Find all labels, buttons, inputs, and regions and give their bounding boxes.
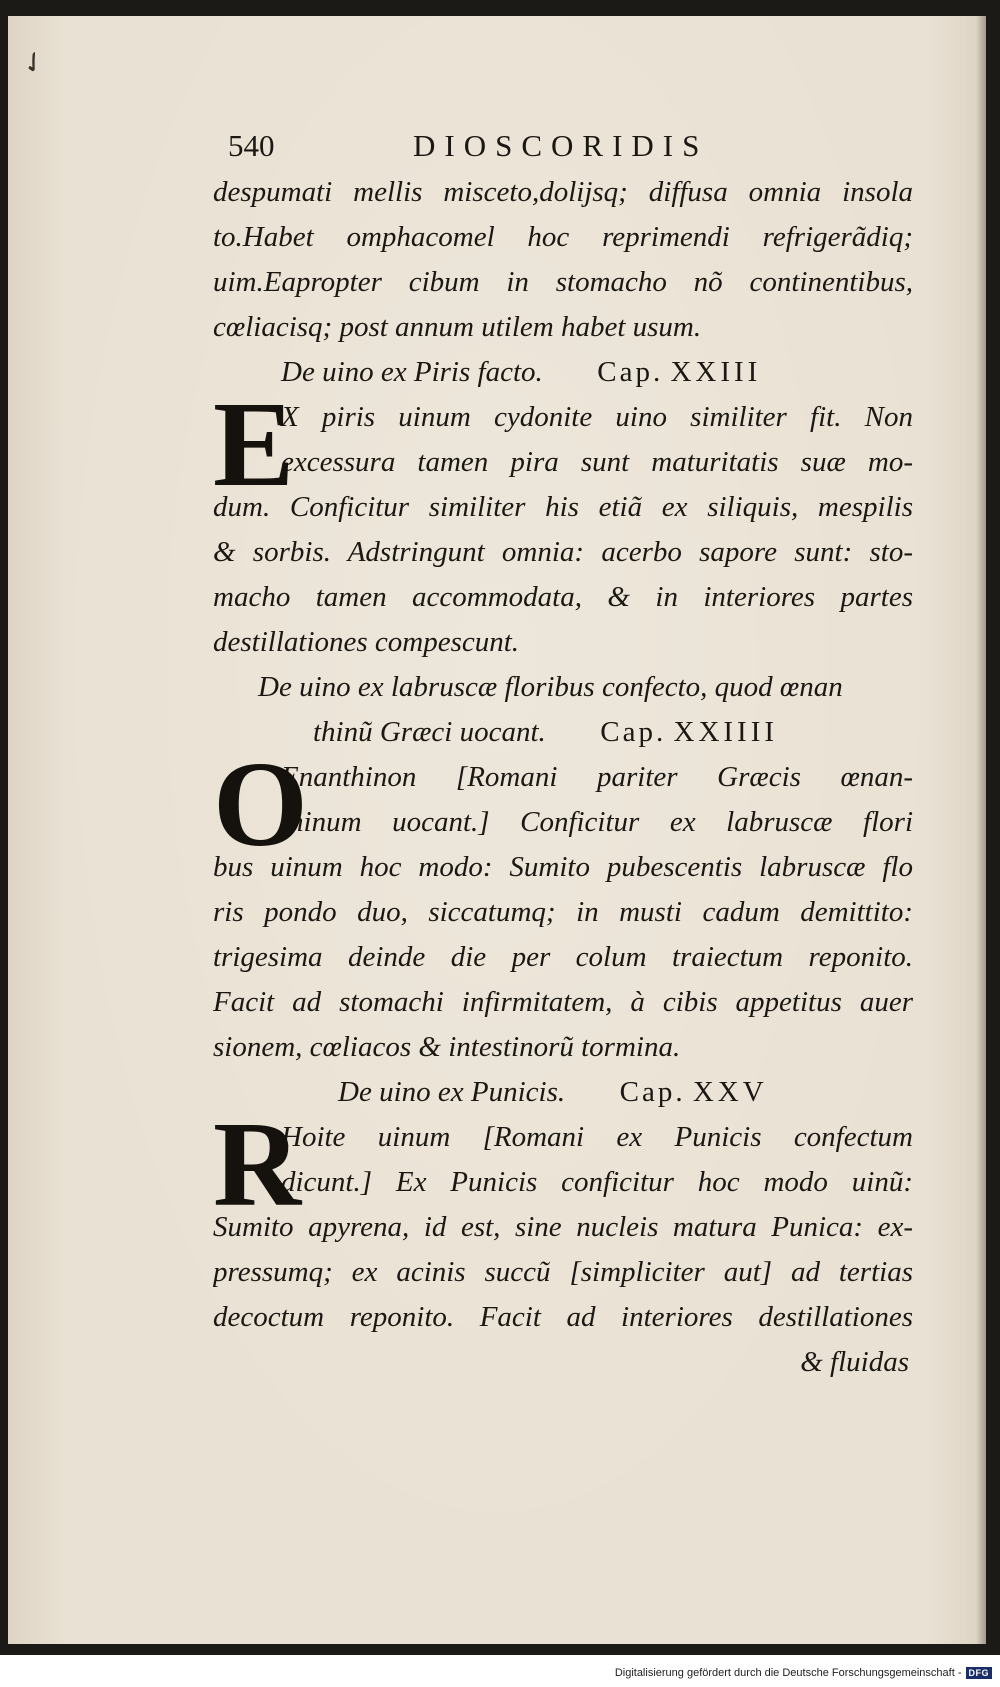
chapter-heading xyxy=(213,350,913,395)
pencil-mark-icon: ✓ xyxy=(14,42,53,83)
text-line: trigesima deinde die per colum traiectum reponito. xyxy=(213,941,913,973)
text-line: Hoite uinum [Romani ex Punicis confectum xyxy=(281,1121,913,1153)
text-block xyxy=(213,124,913,1385)
text-line: to.Habet omphacomel hoc reprimendi refrigerãdiq; xyxy=(213,221,913,253)
chapter-xxiiii xyxy=(213,665,913,1070)
chapter-title: De uino ex Punicis. xyxy=(338,1076,566,1108)
dfg-logo-icon: DFG xyxy=(966,1667,993,1679)
chapter-body xyxy=(213,377,913,665)
text-line: excessura tamen pira sunt maturitatis suæ mo- xyxy=(281,446,913,478)
footer-text: Digitalisierung gefördert durch die Deutsche Forschungsgemeinschaft - xyxy=(614,1667,962,1679)
chapter-body xyxy=(213,737,913,1070)
text-line: dicunt.] Ex Punicis conficitur hoc modo uinũ: xyxy=(281,1166,913,1198)
chapter-body xyxy=(213,1097,913,1340)
text-line: despumati mellis misceto,dolijsq; diffusa omnia insola xyxy=(213,176,913,208)
cap-number: XXIII xyxy=(670,356,762,388)
chapter-heading xyxy=(213,710,913,755)
text-line: Facit ad stomachi infirmitatem, à cibis appetitus auer xyxy=(213,986,913,1018)
text-line: bus uinum hoc modo: Sumito pubescentis labruscæ flo xyxy=(213,851,913,883)
text-line: destillationes compescunt. xyxy=(213,626,520,658)
chapter-title: De uino ex Piris facto. xyxy=(281,356,543,388)
text-line: thinum uocant.] Conficitur ex labruscæ flori xyxy=(281,806,913,838)
digitization-footer xyxy=(615,1664,992,1682)
page-header xyxy=(213,124,913,170)
text-line: Enanthinon [Romani pariter Græcis œnan- xyxy=(281,761,913,793)
text-line: decoctum reponito. Facit ad interiores destillationes xyxy=(213,1301,913,1333)
chapter-heading xyxy=(213,1070,913,1115)
chapter-xxiii xyxy=(213,350,913,665)
text-line: Sumito apyrena, id est, sine nucleis matura Punica: ex- xyxy=(213,1211,913,1243)
cap-label: Cap. xyxy=(600,716,667,748)
drop-capital: O xyxy=(213,737,308,872)
text-line: sionem, cœliacos & intestinorũ tormina. xyxy=(213,1031,681,1063)
cap-label: Cap. xyxy=(597,356,664,388)
text-line: ris pondo duo, siccatumq; in musti cadum demittito: xyxy=(213,896,913,928)
text-line: macho tamen accommodata, & in interiores partes xyxy=(213,581,913,613)
text-line: & sorbis. Adstringunt omnia: acerbo sapore sunt: sto- xyxy=(213,536,913,568)
drop-capital: E xyxy=(213,377,295,512)
running-title: DIOSCORIDIS xyxy=(413,128,709,163)
cap-number: XXV xyxy=(692,1076,768,1108)
page-number: 540 xyxy=(228,128,275,163)
book-page xyxy=(8,16,986,1644)
text-line: pressumq; ex acinis succũ [simpliciter aut] ad tertias xyxy=(213,1256,913,1288)
page-edge-shadow xyxy=(976,16,986,1644)
drop-capital: R xyxy=(213,1097,302,1232)
text-line: uim.Eapropter cibum in stomacho nõ continentibus, xyxy=(213,266,913,298)
text-line: dum. Conficitur similiter his etiã ex siliquis, mespilis xyxy=(213,491,913,523)
chapter-title: De uino ex labruscæ floribus confecto, quod œnan xyxy=(258,671,843,703)
intro-paragraph xyxy=(213,170,913,350)
cap-label: Cap. xyxy=(619,1076,686,1108)
text-line: cœliacisq; post annum utilem habet usum. xyxy=(213,311,702,343)
chapter-title-cont: thinũ Græci uocant. xyxy=(313,716,546,748)
text-line: X piris uinum cydonite uino similiter fit. Non xyxy=(281,401,913,433)
catchword: & fluidas xyxy=(800,1346,909,1378)
cap-number: XXIIII xyxy=(673,716,779,748)
chapter-xxv xyxy=(213,1070,913,1340)
